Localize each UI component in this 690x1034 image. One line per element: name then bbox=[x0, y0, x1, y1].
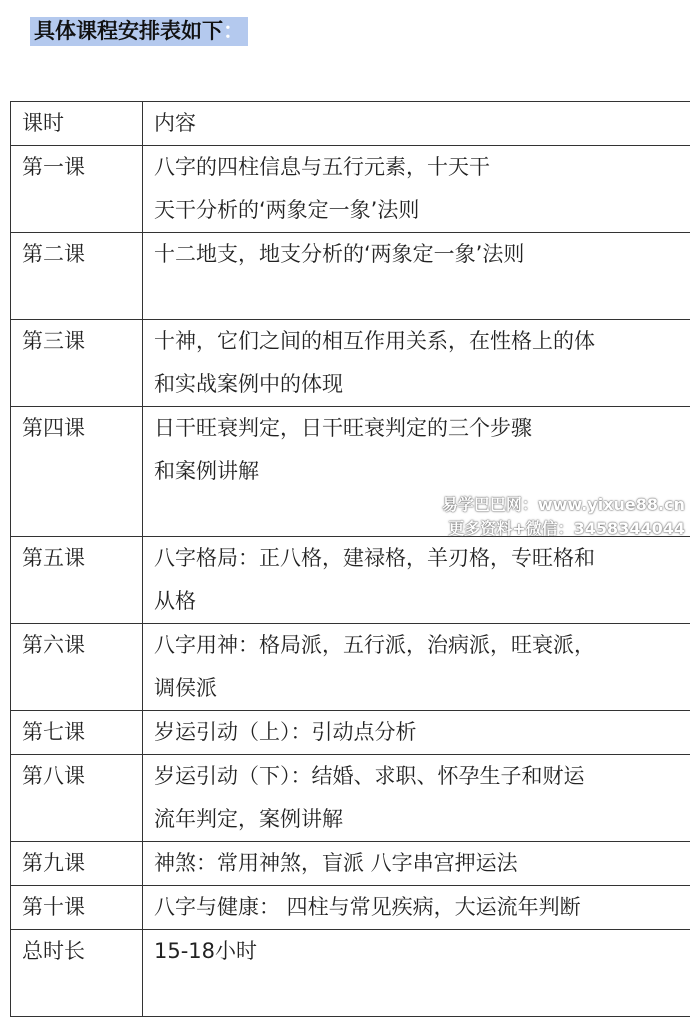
lesson-label: 第三课 bbox=[22, 329, 85, 353]
header-lesson-label: 课时 bbox=[22, 111, 64, 135]
content-line: 八字用神：格局派，五行派，治病派，旺衰派， bbox=[154, 633, 595, 657]
watermark-line-2: 更多资料+微信：3458344044 bbox=[448, 519, 685, 538]
lesson-cell bbox=[11, 886, 143, 930]
header-cell-lesson bbox=[11, 102, 143, 146]
content-line: 天干分析的‘两象定一象’法则 bbox=[154, 198, 420, 222]
table-row bbox=[11, 624, 690, 711]
total-value: 15-18小时 bbox=[154, 939, 258, 963]
content-cell bbox=[143, 233, 690, 320]
content-line: 神煞：常用神煞，盲派 八字串宫押运法 bbox=[154, 851, 518, 875]
table-row bbox=[11, 842, 690, 886]
content-cell bbox=[143, 755, 690, 842]
total-label: 总时长 bbox=[22, 939, 85, 963]
heading-text: 具体课程安排表如下 bbox=[34, 19, 223, 43]
total-value-cell bbox=[143, 930, 690, 1017]
content-line: 流年判定，案例讲解 bbox=[154, 807, 343, 831]
table-row bbox=[11, 537, 690, 624]
header-content-label: 内容 bbox=[154, 111, 196, 135]
course-schedule-table bbox=[10, 101, 690, 1017]
heading-colon: ： bbox=[223, 19, 244, 43]
content-line: 八字与健康： 四柱与常见疾病，大运流年判断 bbox=[154, 895, 581, 919]
content-cell bbox=[143, 537, 690, 624]
lesson-label: 第一课 bbox=[22, 155, 85, 179]
watermark-line-1: 易学巴巴网：www.yixue88.cn bbox=[441, 495, 685, 514]
table-row bbox=[11, 146, 690, 233]
lesson-cell bbox=[11, 711, 143, 755]
content-line: 十二地支，地支分析的‘两象定一象’法则 bbox=[154, 242, 525, 266]
lesson-label: 第十课 bbox=[22, 895, 85, 919]
page-heading bbox=[30, 17, 248, 46]
lesson-cell bbox=[11, 624, 143, 711]
lesson-label: 第七课 bbox=[22, 720, 85, 744]
table-row bbox=[11, 755, 690, 842]
content-line: 和案例讲解 bbox=[154, 459, 259, 483]
content-cell bbox=[143, 711, 690, 755]
table-row bbox=[11, 711, 690, 755]
total-label-cell bbox=[11, 930, 143, 1017]
lesson-label: 第五课 bbox=[22, 546, 85, 570]
lesson-cell bbox=[11, 755, 143, 842]
lesson-cell bbox=[11, 146, 143, 233]
content-cell bbox=[143, 320, 690, 407]
content-line: 调侯派 bbox=[154, 676, 217, 700]
content-line: 八字格局：正八格，建禄格，羊刃格，专旺格和 bbox=[154, 546, 595, 570]
content-line: 和实战案例中的体现 bbox=[154, 372, 343, 396]
content-line: 十神，它们之间的相互作用关系，在性格上的体 bbox=[154, 329, 595, 353]
lesson-cell bbox=[11, 233, 143, 320]
table-header-row bbox=[11, 102, 690, 146]
content-line: 八字的四柱信息与五行元素，十天干 bbox=[154, 155, 490, 179]
watermark bbox=[435, 493, 685, 541]
lesson-label: 第八课 bbox=[22, 764, 85, 788]
lesson-cell bbox=[11, 407, 143, 537]
table-row bbox=[11, 233, 690, 320]
content-cell bbox=[143, 886, 690, 930]
lesson-label: 第九课 bbox=[22, 851, 85, 875]
lesson-cell bbox=[11, 320, 143, 407]
content-cell bbox=[143, 624, 690, 711]
lesson-cell bbox=[11, 842, 143, 886]
content-line: 日干旺衰判定，日干旺衰判定的三个步骤 bbox=[154, 416, 532, 440]
lesson-label: 第二课 bbox=[22, 242, 85, 266]
content-cell bbox=[143, 146, 690, 233]
table-row bbox=[11, 320, 690, 407]
table-row bbox=[11, 886, 690, 930]
lesson-label: 第六课 bbox=[22, 633, 85, 657]
lesson-cell bbox=[11, 537, 143, 624]
table-total-row bbox=[11, 930, 690, 1017]
header-cell-content bbox=[143, 102, 690, 146]
content-line: 岁运引动（下）：结婚、求职、怀孕生子和财运 bbox=[154, 764, 585, 788]
content-cell bbox=[143, 842, 690, 886]
lesson-label: 第四课 bbox=[22, 416, 85, 440]
content-line: 从格 bbox=[154, 589, 196, 613]
content-line: 岁运引动（上）：引动点分析 bbox=[154, 720, 417, 744]
